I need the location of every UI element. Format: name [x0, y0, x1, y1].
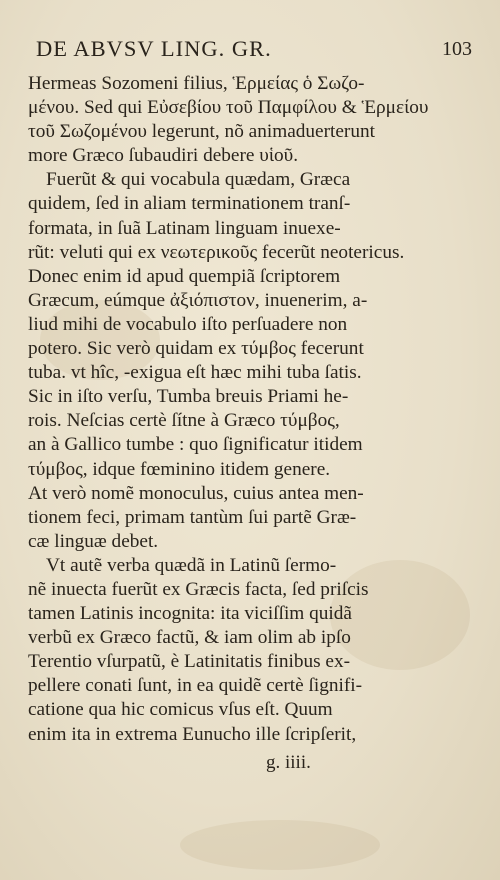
text-line: enim ita in extrema Eunucho ille ſcripſerit, [28, 723, 357, 745]
text-line: Sic in iſto verſu, Tumba breuis Priami he- [28, 386, 349, 408]
text-line: μένου. Sed qui Εὐσεβίου τοῦ Παμφίλου & Ἑρμείου [28, 97, 429, 119]
text-line: verbũ ex Græco factũ, & iam olim ab ipſo [28, 627, 351, 649]
page-number: 103 [442, 38, 472, 60]
text-line: Fuerũt & qui vocabula quædam, Græca [46, 169, 351, 191]
paper-stain [180, 820, 380, 870]
text-line: Vt autẽ verba quædã in Latinũ ſermo- [46, 554, 337, 576]
text-line: pellere conati ſunt, in ea quidẽ certè ſignifi- [28, 675, 363, 697]
text-line: Græcum, eúmque ἀξιόπιστον, inuenerim, a- [28, 289, 368, 311]
text-line: Donec enim id apud quempiã ſcriptorem [28, 265, 341, 287]
text-line: more Græco ſubaudiri debere υἱοῦ. [28, 145, 299, 167]
text-line: cæ linguæ debet. [28, 530, 159, 552]
text-line: quidem, ſed in aliam terminationem tranſ- [28, 193, 351, 215]
text-line: tuba. vt hîc, -exigua eſt hæc mihi tuba ſatis. [28, 362, 362, 384]
text-line: Hermeas Sozomeni filius, Ἑρμείας ὁ Σωζο- [28, 73, 365, 94]
running-title: DE ABVSV LING. GR. [36, 36, 272, 61]
text-line: tionem feci, primam tantùm ſui partẽ Græ- [28, 506, 357, 528]
text-line: τοῦ Σωζομένου legerunt, nõ animaduerterunt [28, 121, 375, 143]
text-line: catione qua hic comicus vſus eſt. Quum [28, 699, 333, 721]
text-line: potero. Sic verò quidam ex τύμβος fecerunt [28, 338, 364, 360]
text-line: formata, in ſuã Latinam linguam inuexe- [28, 217, 341, 239]
text-line: nẽ inuecta fuerũt ex Græcis facta, ſed priſcis [28, 578, 369, 600]
body-text [28, 72, 478, 747]
signature-mark: g. iiii. [266, 752, 311, 773]
text-line: τύμβος, idque fœminino itidem genere. [28, 458, 331, 480]
text-line: liud mihi de vocabulo iſto perſuadere non [28, 313, 348, 335]
text-line: At verò nomẽ monoculus, cuius antea men- [28, 482, 364, 504]
text-line: rũt: veluti qui ex νεωτερικοῦς fecerũt neotericus. [28, 241, 405, 263]
text-line: Terentio vſurpatũ, è Latinitatis finibus ex- [28, 651, 351, 673]
text-line: rois. Neſcias certè ſítne à Græco τύμβος, [28, 410, 340, 432]
text-line: an à Gallico tumbe : quo ſignificatur itidem [28, 434, 363, 456]
text-line: tamen Latinis incognita: ita viciſſim quidã [28, 603, 352, 625]
